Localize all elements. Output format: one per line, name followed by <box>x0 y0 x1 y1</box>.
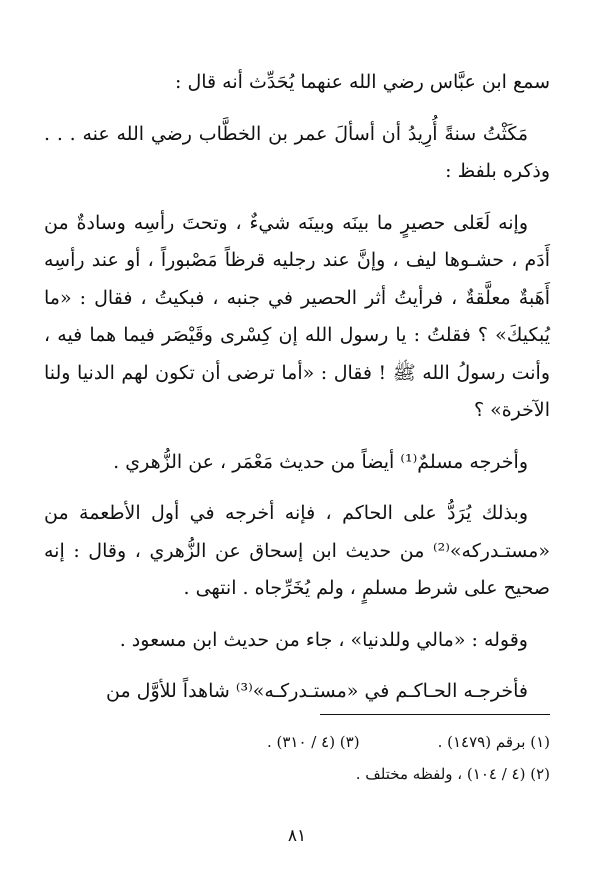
page-number: ٨١ <box>287 826 307 846</box>
footnote-line-1 <box>44 726 550 758</box>
paragraph-ibn-masud: وقوله : «مالي وللدنيا» ، جاء من حديث ابن مسعود . <box>119 628 528 651</box>
paragraph-intro: سمع ابن عبَّاس رضي الله عنهما يُحَدِّث أنه قال : <box>175 71 550 93</box>
footnote-separator <box>320 714 550 715</box>
footnotes <box>44 726 550 790</box>
footnote-1: (١) برقم (١٤٧٩) . <box>437 733 550 751</box>
footnote-3: (٣) (٤ / ٣١٠) . <box>266 733 360 751</box>
footnote-2: (٢) (٤ / ١٠٤) ، ولفظه مختلف . <box>355 765 550 783</box>
paragraph-muslim-narration: وأخرجه مسلمٌ⁽¹⁾ أيضاً من حديث مَعْمَر ، عن الزُّهري . <box>113 450 528 473</box>
paragraph-hakim-witness: فأخرجـه الحـاكـم في «مستـدركـه»⁽³⁾ شاهداً للأوَّل من <box>105 680 528 702</box>
paragraph-hadith-text: وإنه لَعَلى حصيرٍ ما بينَه وبينَه شيءٌ ، وتحتَ رأسِه وسادةٌ من أَدَم ، حشـوها ليف ، وإنَّ عند رجليه قرظاً مَصْبوراً ، أو عند رأسِه أَهَبةٌ معلَّقةٌ ، فرأيتُ أثر الحصير في جنبه ، فبكيتُ ، فقال : «ما يُبكيكَ» ؟ فقلتُ : يا رسول الله إن كِسْرى وقَيْصَر فيما هما فيه ، وأنت رسولُ الله ﷺ ! فقال : «أما ترضى أن تكون لهم الدنيا ولنا الآخرة» ؟ <box>44 211 550 421</box>
footnote-line-2 <box>44 758 550 790</box>
paragraph-hakim-response: وبذلك يُرَدُّ على الحاكم ، فإنه أخرجه في أول الأطعمة من «مستـدركه»⁽²⁾ من حديث ابن إسحاق عن الزُّهري ، وقال : إنه صحيح على شرط مسلمٍ ، ولم يُخَرِّجاه . انتهى . <box>44 502 550 599</box>
main-text <box>44 64 550 711</box>
paragraph-umar-question: مَكَثْتُ سنةً أُرِيدُ أن أسألَ عمر بن الخطَّاب رضي الله عنه . . . وذكره بلفظ : <box>44 122 550 182</box>
